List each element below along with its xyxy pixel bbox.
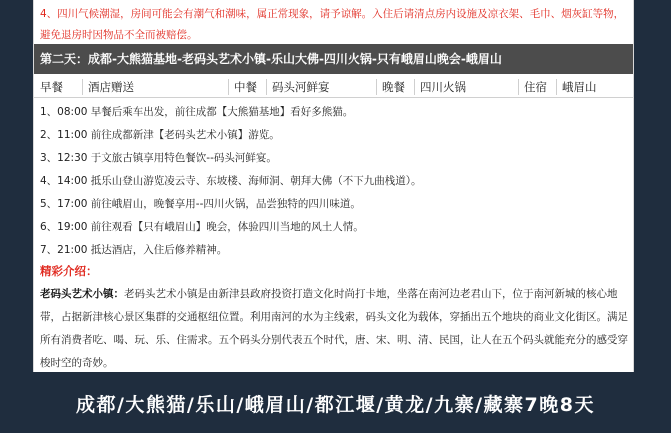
dinner-value: 四川火锅 — [420, 80, 466, 94]
day-title: 第二天：成都-大熊猫基地-老码头艺术小镇-乐山大佛-四川火锅-只有峨眉山晚会-峨眉山 — [34, 44, 634, 74]
breakfast-label: 早餐 — [40, 80, 63, 94]
divider — [376, 79, 377, 95]
schedule-item: 7、21:00 抵达酒店，入住后修养精神。 — [40, 244, 228, 256]
attraction-name: 老码头艺术小镇： — [40, 288, 124, 300]
schedule-item: 1、08:00 早餐后乘车出发，前往成都【大熊猫基地】看好多熊猫。 — [40, 106, 354, 118]
route-banner: 成都/大熊猫/乐山/峨眉山/都江堰/黄龙/九寨/藏寨7晚8天 — [75, 394, 596, 416]
lunch-label: 中餐 — [234, 80, 257, 94]
lunch-value: 码头河鲜宴 — [272, 80, 330, 94]
notice-text: 4、四川气候潮湿，房间可能会有潮气和潮味，属正常现象，请予谅解。入住后请清点房内设施及凉衣架、毛巾、烟灰缸等物，避免退房时因物品不全而被赔偿。 — [40, 8, 625, 41]
stay-value: 峨眉山 — [562, 80, 597, 94]
divider — [228, 79, 229, 95]
schedule-item: 3、12:30 于文旅古镇享用特色餐饮--码头河鲜宴。 — [40, 152, 277, 164]
dinner-label: 晚餐 — [382, 80, 405, 94]
schedule-item: 4、14:00 抵乐山登山游览凌云寺、东坡楼、海师洞、朝拜大佛（不下九曲栈道）。 — [40, 175, 422, 187]
stay-label: 住宿 — [524, 80, 547, 94]
divider — [414, 79, 415, 95]
divider — [266, 79, 267, 95]
schedule-item: 5、17:00 前往峨眉山，晚餐享用--四川火锅，品尝独特的四川味道。 — [40, 198, 361, 210]
highlights-title: 精彩介绍： — [40, 264, 98, 278]
itinerary-card — [33, 0, 634, 372]
attraction-description: 老码头艺术小镇是由新津县政府投资打造文化时尚打卡地，坐落在南河边老君山下，位于南河新城的核心地带，占据新津核心景区集群的交通枢纽位置。利用南河的水为主线索，码头文化为载体，穿插出五个地块的商业文化街区。满足所有消费者吃、喝、玩、乐、住需求。五个码头分别代表五个时代，唐、宋、明、清、民国，让人在五个码头就能充分的感受穿梭时空的奇妙。 — [40, 288, 628, 369]
breakfast-value: 酒店赠送 — [88, 80, 134, 94]
divider — [82, 79, 83, 95]
meals-row — [34, 77, 634, 98]
divider — [518, 79, 519, 95]
divider — [556, 79, 557, 95]
attraction-intro — [40, 283, 628, 372]
schedule-list — [34, 101, 634, 262]
schedule-item: 2、11:00 前往成都新津【老码头艺术小镇】游览。 — [40, 129, 280, 141]
schedule-item: 6、19:00 前往观看【只有峨眉山】晚会，体验四川当地的风土人情。 — [40, 221, 364, 233]
